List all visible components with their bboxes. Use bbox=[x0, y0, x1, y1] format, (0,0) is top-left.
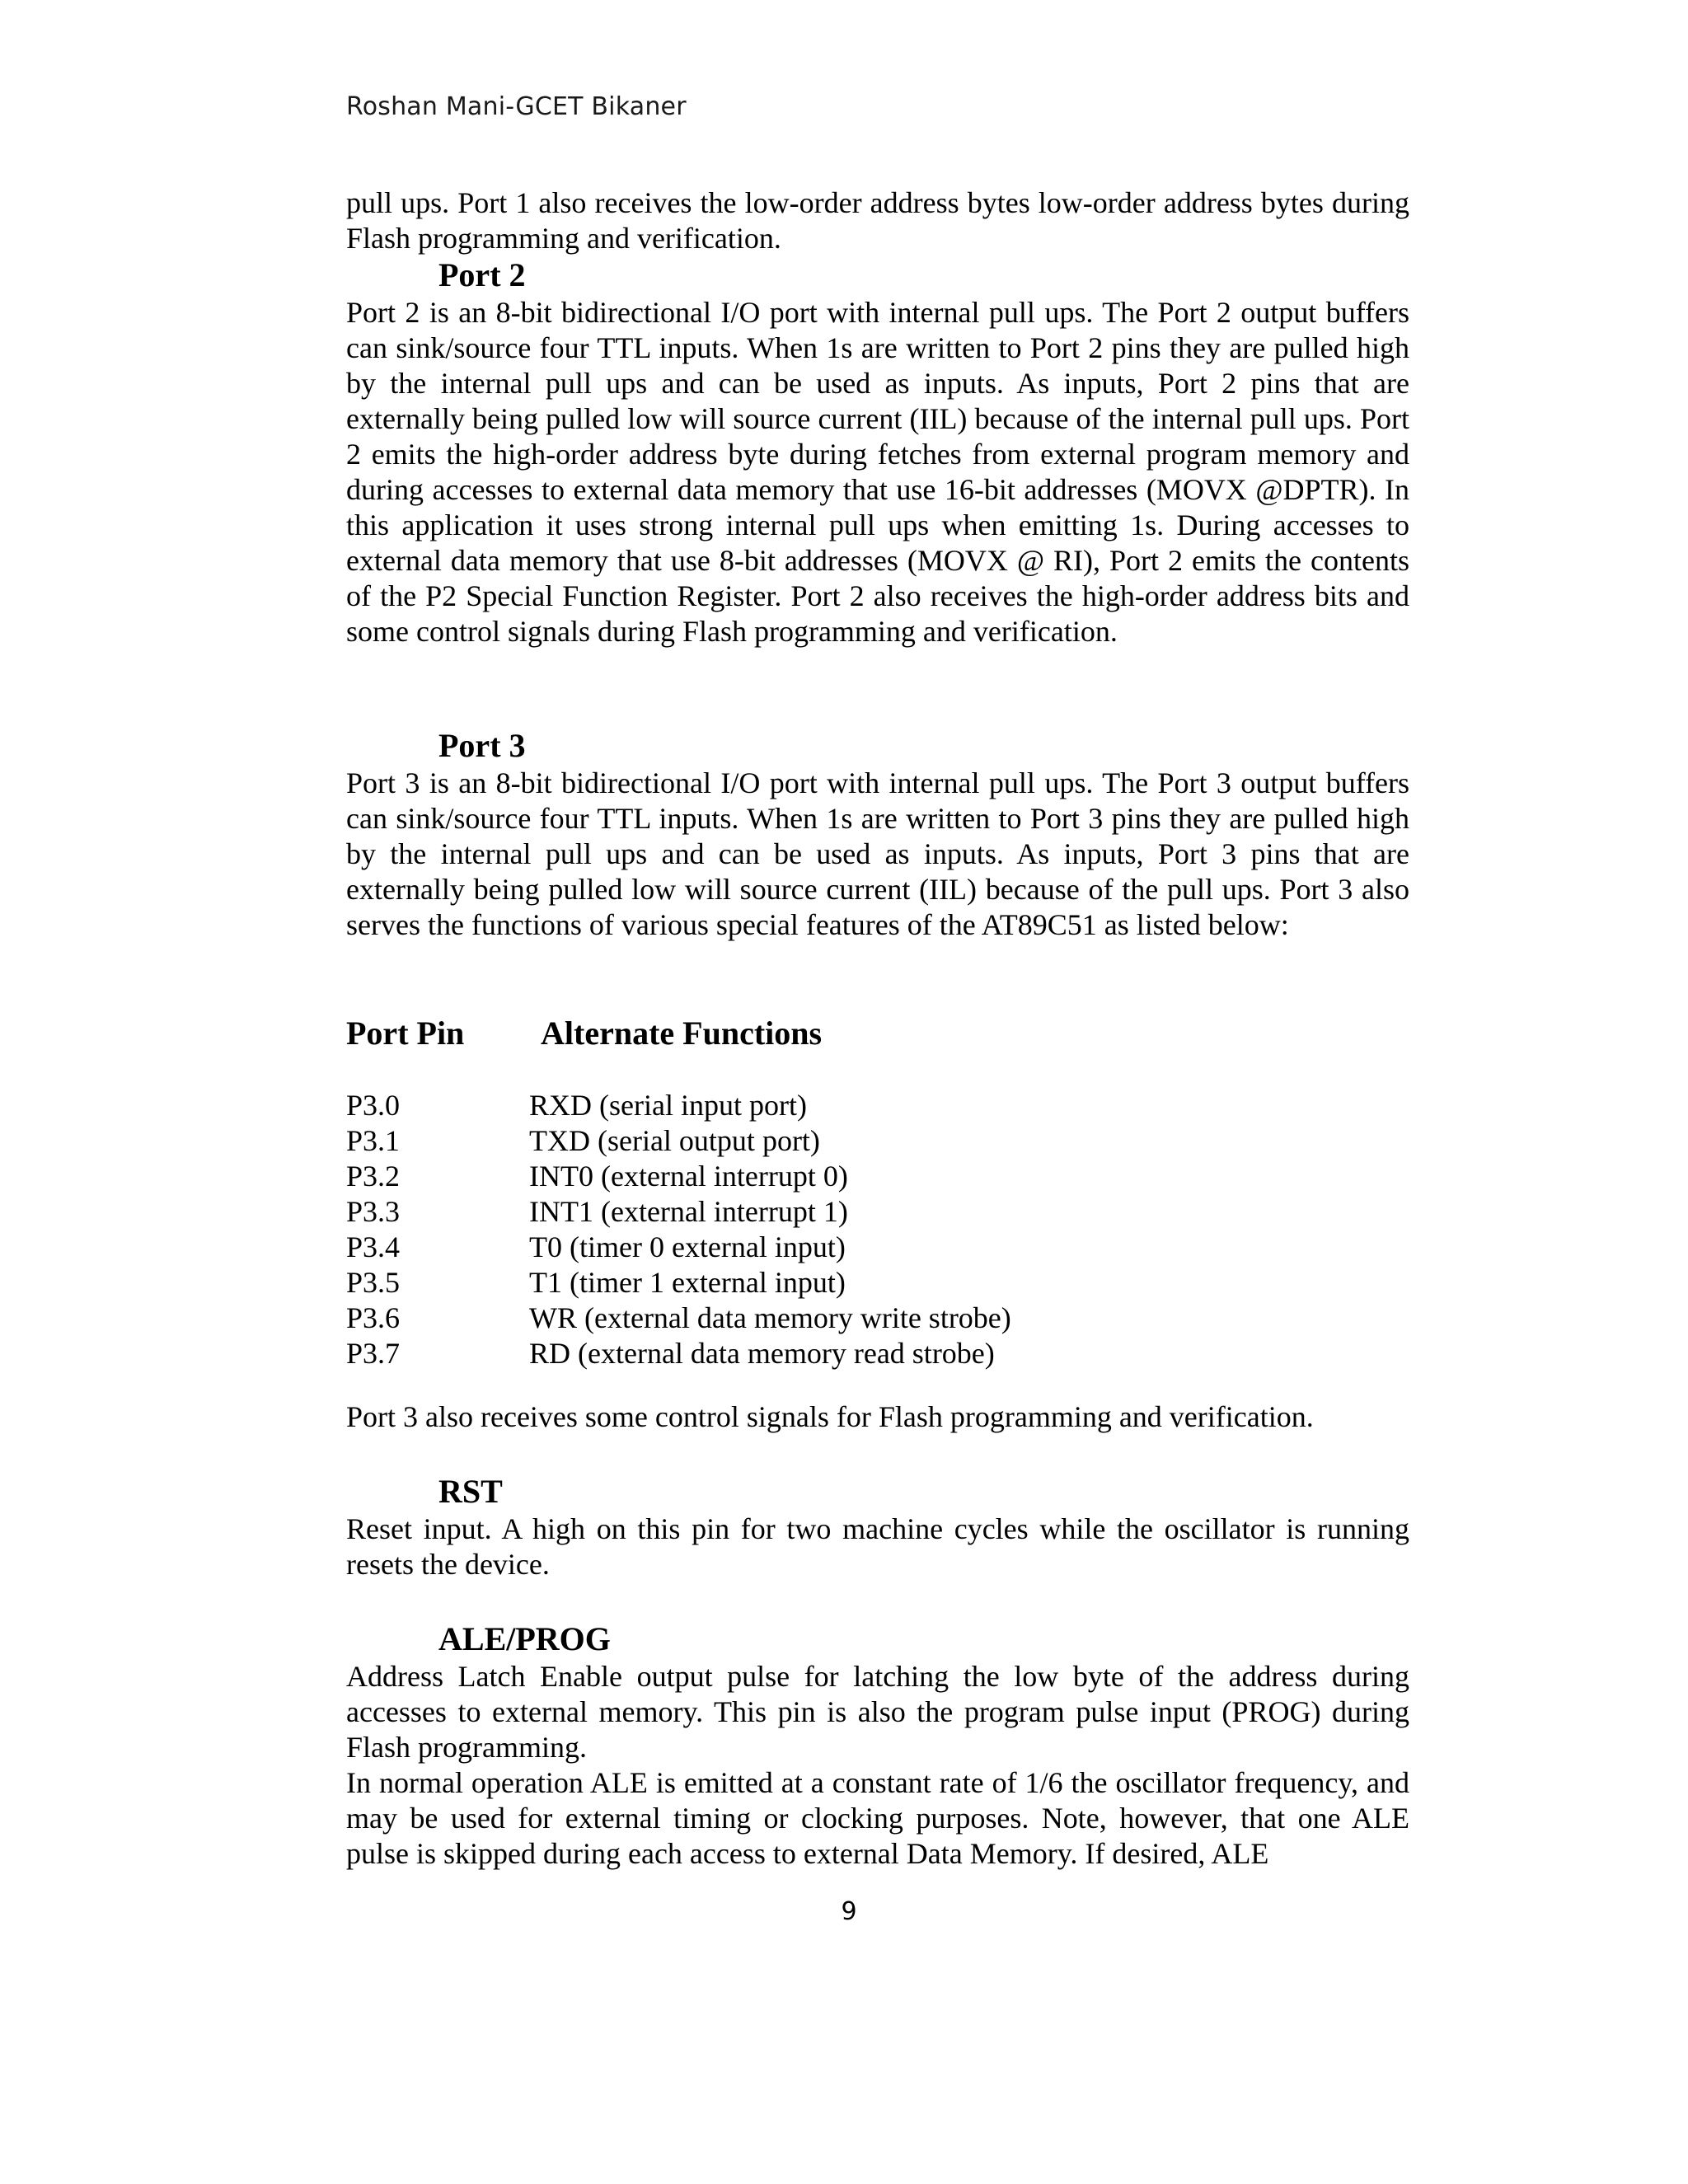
table-row bbox=[346, 1265, 1409, 1301]
pin-cell: P3.5 bbox=[346, 1266, 401, 1299]
port3-paragraph bbox=[346, 766, 1409, 943]
rst-paragraph bbox=[346, 1511, 1409, 1582]
intro-paragraph bbox=[346, 185, 1409, 256]
pin-cell: P3.1 bbox=[346, 1124, 401, 1157]
ale-heading: ALE/PROG bbox=[438, 1620, 611, 1657]
pin-column-heading: Port Pin bbox=[346, 1015, 465, 1052]
table-row bbox=[346, 1301, 1409, 1336]
function-cell: T1 (timer 1 external input) bbox=[529, 1266, 846, 1299]
port3-after-paragraph bbox=[346, 1399, 1409, 1435]
intro-text: pull ups. Port 1 also receives the low-order address bytes low-order address bytes during Flash programming and verification. bbox=[346, 186, 1409, 255]
page-number: 9 bbox=[841, 1897, 857, 1926]
pin-table bbox=[346, 1088, 1409, 1371]
function-cell: INT1 (external interrupt 1) bbox=[529, 1195, 848, 1228]
function-cell: INT0 (external interrupt 0) bbox=[529, 1160, 848, 1193]
pin-cell: P3.3 bbox=[346, 1195, 401, 1228]
pin-cell: P3.0 bbox=[346, 1089, 401, 1122]
function-cell: RD (external data memory read strobe) bbox=[529, 1337, 995, 1370]
pin-cell: P3.6 bbox=[346, 1301, 401, 1334]
ale-text-2: In normal operation ALE is emitted at a constant rate of 1/6 the oscillator frequency, and may be used for external timing or clocking purposes. Note, however, that one ALE pulse is skipped during each access to external Data Memory. If desired, ALE bbox=[346, 1766, 1409, 1870]
function-column-heading: Alternate Functions bbox=[541, 1015, 823, 1052]
table-row bbox=[346, 1088, 1409, 1123]
pin-cell: P3.7 bbox=[346, 1337, 401, 1370]
port3-text: Port 3 is an 8-bit bidirectional I/O port with internal pull ups. The Port 3 output buffers can sink/source four TTL inputs. When 1s are written to Port 3 pins they are pulled high by the internal pull ups and can be used as inputs. As inputs, Port 3 pins that are externally being pulled low will source current (IIL) because of the pull ups. Port 3 also serves the functions of various special features of the AT89C51 as listed below: bbox=[346, 766, 1409, 941]
table-row bbox=[346, 1336, 1409, 1371]
ale-text-1: Address Latch Enable output pulse for latching the low byte of the address during accesses to external memory. This pin is also the program pulse input (PROG) during Flash programming. bbox=[346, 1660, 1409, 1764]
rst-heading: RST bbox=[438, 1473, 503, 1510]
table-row bbox=[346, 1194, 1409, 1230]
pin-cell: P3.4 bbox=[346, 1230, 401, 1263]
pin-cell: P3.2 bbox=[346, 1160, 401, 1193]
page-header: Roshan Mani-GCET Bikaner bbox=[346, 92, 687, 121]
rst-text: Reset input. A high on this pin for two machine cycles while the oscillator is running resets the device. bbox=[346, 1512, 1409, 1581]
function-cell: TXD (serial output port) bbox=[529, 1124, 820, 1157]
table-row bbox=[346, 1230, 1409, 1265]
function-cell: RXD (serial input port) bbox=[529, 1089, 807, 1122]
pin-table-header bbox=[346, 1014, 1409, 1055]
port2-heading: Port 2 bbox=[438, 256, 526, 293]
function-cell: WR (external data memory write strobe) bbox=[529, 1301, 1011, 1334]
table-row bbox=[346, 1123, 1409, 1159]
port3-after-text: Port 3 also receives some control signals for Flash programming and verification. bbox=[346, 1400, 1314, 1433]
port2-paragraph bbox=[346, 295, 1409, 649]
table-row bbox=[346, 1159, 1409, 1194]
port3-heading: Port 3 bbox=[438, 727, 526, 764]
ale-paragraph bbox=[346, 1659, 1409, 1872]
function-cell: T0 (timer 0 external input) bbox=[529, 1230, 846, 1263]
port2-text: Port 2 is an 8-bit bidirectional I/O port with internal pull ups. The Port 2 output buffers can sink/source four TTL inputs. When 1s are written to Port 2 pins they are pulled high by the internal pull ups and can be used as inputs. As inputs, Port 2 pins that are externally being pulled low will source current (IIL) because of the internal pull ups. Port 2 emits the high-order address byte during fetches from external program memory and during accesses to external data memory that use 16-bit addresses (MOVX @DPTR). In this application it uses strong internal pull ups when emitting 1s. During accesses to external data memory that use 8-bit addresses (MOVX @ RI), Port 2 emits the contents of the P2 Special Function Register. Port 2 also receives the high-order address bits and some control signals during Flash programming and verification. bbox=[346, 296, 1409, 648]
